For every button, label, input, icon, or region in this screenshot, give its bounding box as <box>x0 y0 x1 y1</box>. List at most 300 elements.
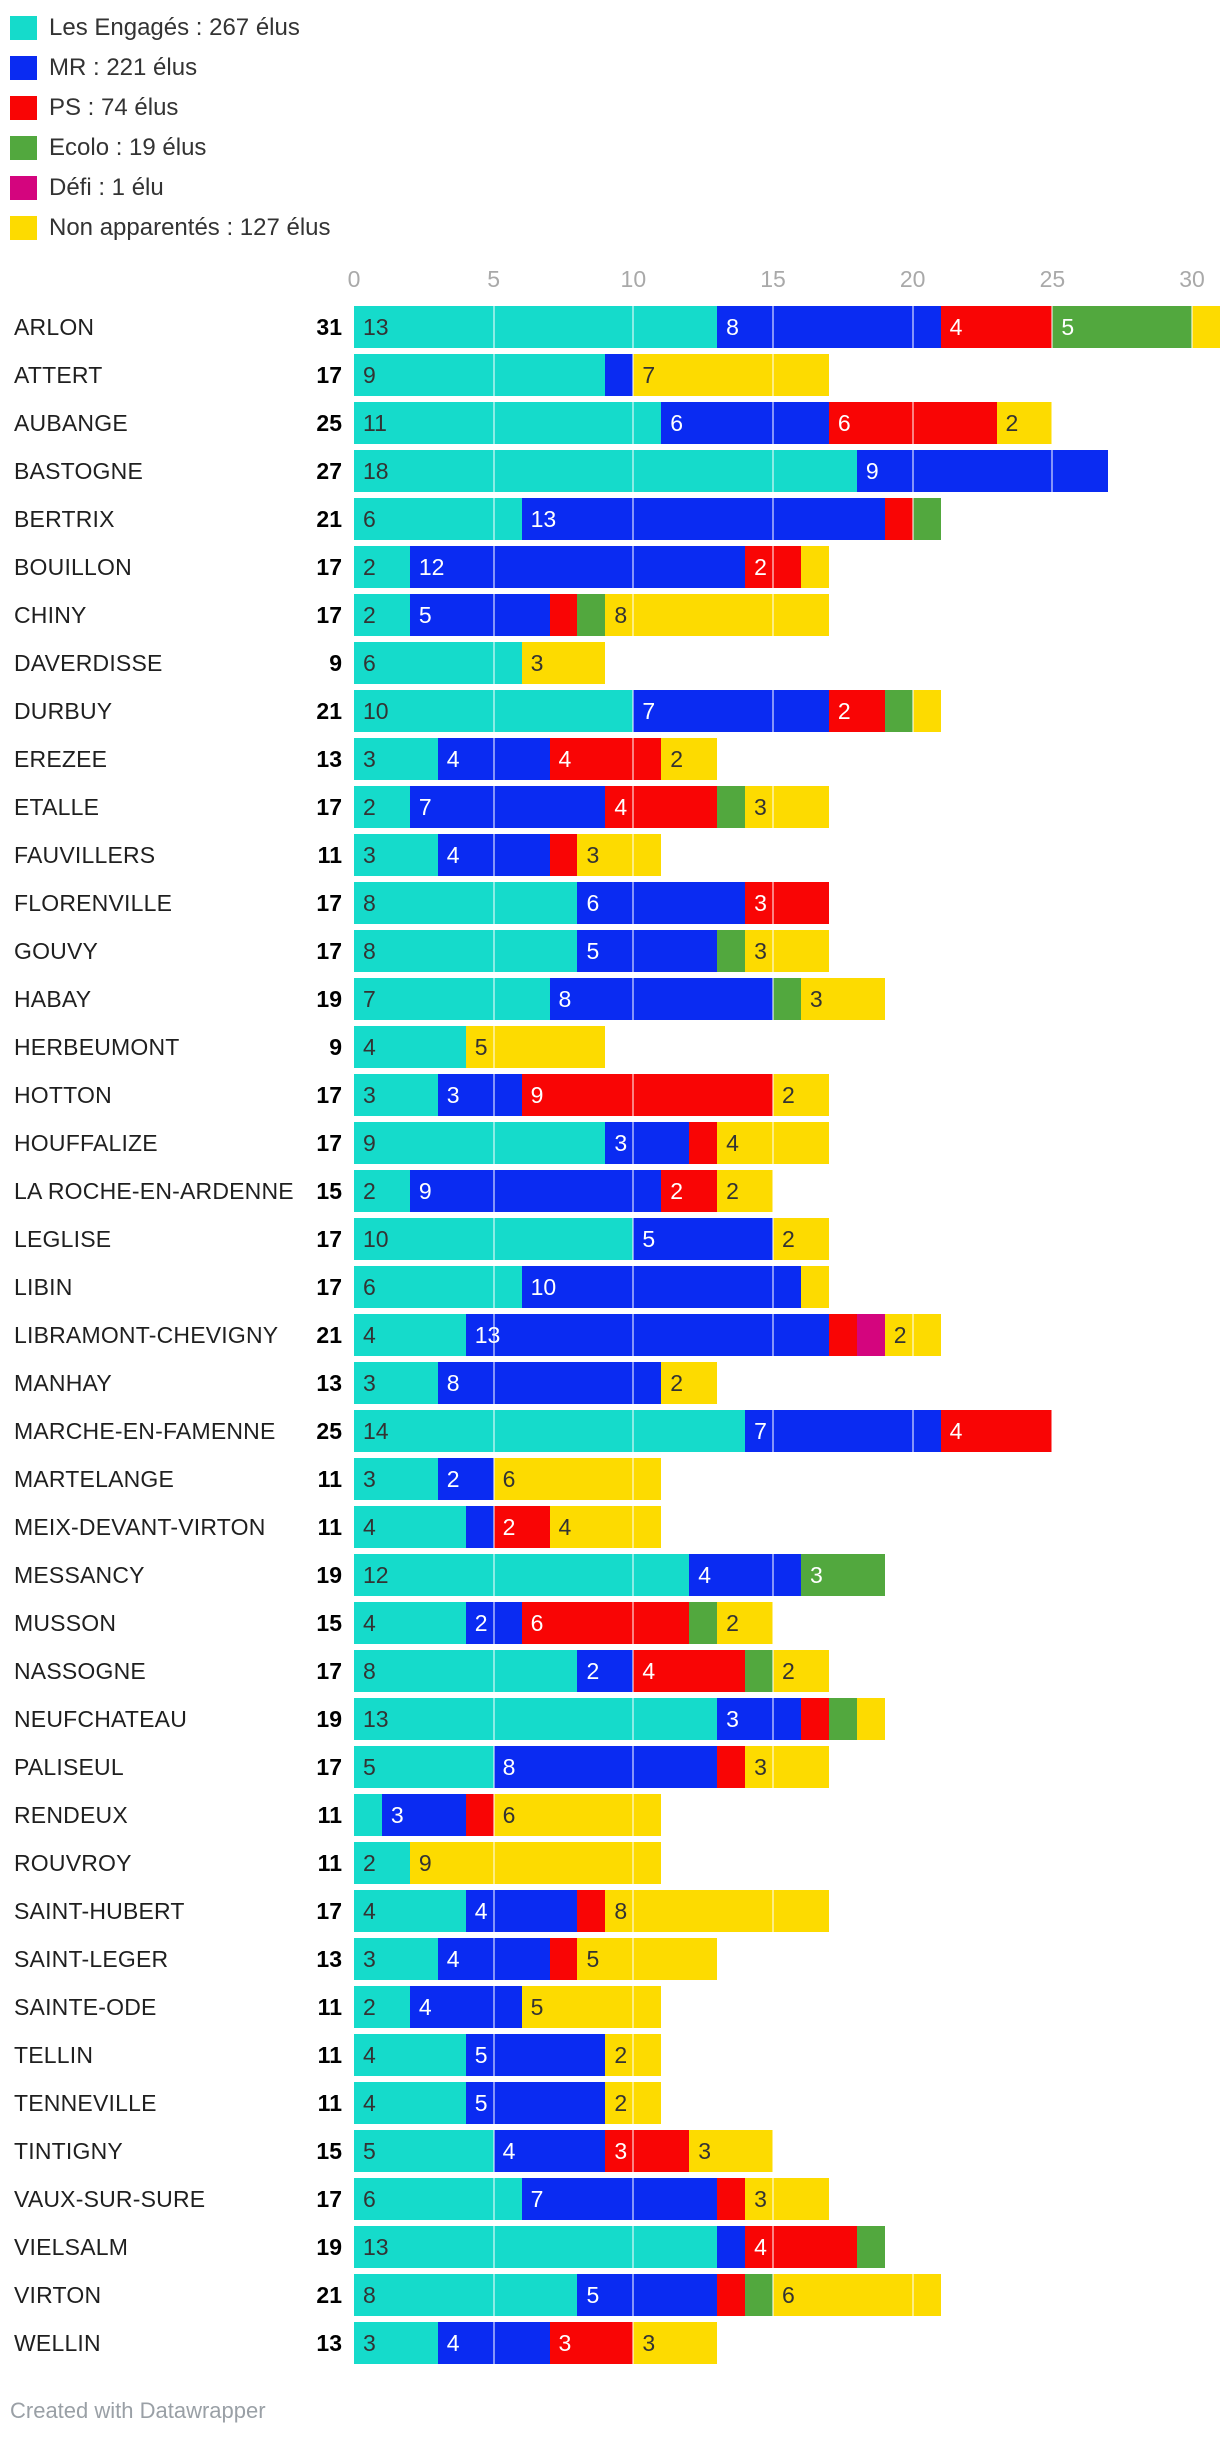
bar-row <box>0 1074 1220 1116</box>
bar-row <box>0 1218 1220 1260</box>
bar-segment-les-engages[interactable] <box>354 1986 410 2028</box>
bar-segment-mr[interactable] <box>466 1314 829 1356</box>
bar-row <box>0 1170 1220 1212</box>
segment-value-label: 6 <box>586 889 600 916</box>
municipality-total: 13 <box>316 1945 342 1972</box>
segment-value-label: 3 <box>363 1081 376 1108</box>
bar-segment-les-engages[interactable] <box>354 834 438 876</box>
bar-segment-mr[interactable] <box>577 930 717 972</box>
bar-segment-non-apparentes[interactable] <box>633 2322 717 2364</box>
bar-segment-les-engages[interactable] <box>354 978 550 1020</box>
bar-segment-ps[interactable] <box>577 1890 605 1932</box>
bar-segment-non-apparentes[interactable] <box>661 1362 717 1404</box>
bar-segment-mr[interactable] <box>577 882 745 924</box>
bar-segment-les-engages[interactable] <box>354 1410 745 1452</box>
municipality-total: 11 <box>317 1465 342 1492</box>
segment-value-label: 4 <box>949 1417 963 1444</box>
bar-segment-les-engages[interactable] <box>354 642 522 684</box>
segment-value-label: 5 <box>586 937 600 964</box>
bar-segment-mr[interactable] <box>382 1794 466 1836</box>
gridline <box>493 1842 495 1884</box>
bar-segment-mr[interactable] <box>717 2226 745 2268</box>
segment-value-label: 9 <box>418 1849 432 1876</box>
bar-segment-les-engages[interactable] <box>354 1314 466 1356</box>
segment-value-label: 3 <box>390 1801 404 1828</box>
municipality-label: VAUX-SUR-SURE <box>14 2185 206 2212</box>
segment-value-label: 7 <box>642 361 656 388</box>
bar-segment-ps[interactable] <box>717 2178 745 2220</box>
municipality-total: 17 <box>316 1897 342 1924</box>
bar-segment-ps[interactable] <box>522 1074 773 1116</box>
bar-segment-les-engages[interactable] <box>354 882 577 924</box>
municipality-total: 17 <box>316 1129 342 1156</box>
bar-segment-les-engages[interactable] <box>354 1458 438 1500</box>
gridline <box>632 2178 634 2220</box>
bar-segment-ps[interactable] <box>829 1314 857 1356</box>
bar-segment-mr[interactable] <box>466 1890 578 1932</box>
bar-segment-ps[interactable] <box>745 2226 857 2268</box>
segment-value-label: 10 <box>363 1225 389 1252</box>
gridline <box>772 306 774 348</box>
gridline <box>493 2178 495 2220</box>
bar-segment-non-apparentes[interactable] <box>661 738 717 780</box>
gridline <box>493 594 495 636</box>
bar-segment-non-apparentes[interactable] <box>410 1842 661 1884</box>
municipality-label: HERBEUMONT <box>14 1033 180 1060</box>
bar-segment-mr[interactable] <box>717 1698 801 1740</box>
bar-segment-les-engages[interactable] <box>354 1650 577 1692</box>
bar-segment-mr[interactable] <box>438 1458 494 1500</box>
attribution-link[interactable]: Created with Datawrapper <box>10 2398 266 2423</box>
legend-label: PS : 74 élus <box>49 94 179 121</box>
bar-segment-les-engages[interactable] <box>354 1842 410 1884</box>
bar-segment-non-apparentes[interactable] <box>745 930 829 972</box>
row-label-box <box>14 1266 342 1308</box>
bar-segment-non-apparentes[interactable] <box>605 594 828 636</box>
bar-segment-ecolo[interactable] <box>745 1650 773 1692</box>
bar-segment-ecolo[interactable] <box>577 594 605 636</box>
bar-segment-les-engages[interactable] <box>354 1698 717 1740</box>
bar-segment-les-engages[interactable] <box>354 2274 577 2316</box>
bar-segment-non-apparentes[interactable] <box>577 1938 717 1980</box>
bar-row <box>0 690 1220 732</box>
bar-segment-les-engages[interactable] <box>354 786 410 828</box>
gridline <box>772 498 774 540</box>
bar-segment-ps[interactable] <box>689 1122 717 1164</box>
stacked-bar <box>354 1026 605 1068</box>
bar-segment-les-engages[interactable] <box>354 1890 466 1932</box>
gridline <box>493 354 495 396</box>
segment-value-label: 2 <box>363 1993 376 2020</box>
bar-segment-les-engages[interactable] <box>354 1602 466 1644</box>
bar-segment-les-engages[interactable] <box>354 1170 410 1212</box>
bar-segment-non-apparentes[interactable] <box>745 1746 829 1788</box>
bar-segment-mr[interactable] <box>410 1170 661 1212</box>
bar-segment-non-apparentes[interactable] <box>689 2130 773 2172</box>
x-axis-tick-label: 5 <box>487 266 501 292</box>
bar-segment-ecolo[interactable] <box>689 1602 717 1644</box>
municipality-total: 21 <box>316 1321 342 1348</box>
gridline <box>772 1554 774 1596</box>
municipality-label: LIBRAMONT-CHEVIGNY <box>14 1321 279 1348</box>
segment-value-label: 3 <box>614 2137 628 2164</box>
gridline <box>912 1314 914 1356</box>
bar-row <box>0 738 1220 780</box>
segment-value-label: 2 <box>670 745 684 772</box>
row-label-box <box>14 450 342 492</box>
bar-segment-mr[interactable] <box>494 1746 717 1788</box>
bar-segment-non-apparentes[interactable] <box>494 1794 662 1836</box>
stacked-bar <box>354 498 941 540</box>
segment-value-label: 13 <box>363 1705 389 1732</box>
bar-segment-mr[interactable] <box>410 1986 522 2028</box>
stacked-bar <box>354 1842 661 1884</box>
bar-row <box>0 1314 1220 1356</box>
municipality-label: FLORENVILLE <box>14 889 173 916</box>
row-label-box <box>14 930 342 972</box>
stacked-bar <box>354 354 829 396</box>
municipality-total: 19 <box>316 2233 342 2260</box>
gridline <box>493 738 495 780</box>
segment-value-label: 8 <box>614 601 628 628</box>
row-label-box <box>14 1794 342 1836</box>
segment-value-label: 2 <box>363 1177 376 1204</box>
segment-value-label: 13 <box>363 2233 389 2260</box>
bar-segment-mr[interactable] <box>857 450 1108 492</box>
bar-segment-ps[interactable] <box>522 1602 690 1644</box>
bar-segment-ecolo[interactable] <box>717 930 745 972</box>
bar-segment-non-apparentes[interactable] <box>745 2178 829 2220</box>
bar-segment-non-apparentes[interactable] <box>801 546 829 588</box>
gridline <box>493 1650 495 1692</box>
gridline <box>632 2274 634 2316</box>
municipality-total: 17 <box>316 1225 342 1252</box>
bar-segment-defi[interactable] <box>857 1314 885 1356</box>
municipality-total: 17 <box>316 1081 342 1108</box>
row-label-box <box>14 1746 342 1788</box>
bar-segment-ps[interactable] <box>494 1506 550 1548</box>
segment-value-label: 4 <box>474 1897 488 1924</box>
bar-segment-mr[interactable] <box>466 2034 606 2076</box>
row-label-box <box>14 1890 342 1932</box>
bar-segment-non-apparentes[interactable] <box>577 834 661 876</box>
segment-value-label: 2 <box>726 1609 739 1636</box>
gridline <box>632 1746 634 1788</box>
bar-segment-ps[interactable] <box>801 1698 829 1740</box>
segment-value-label: 6 <box>670 409 684 436</box>
segment-value-label: 9 <box>865 457 879 484</box>
gridline <box>1051 450 1053 492</box>
stacked-bar <box>354 738 717 780</box>
gridline <box>912 690 914 732</box>
gridline <box>632 1074 634 1116</box>
segment-value-label: 4 <box>754 2233 767 2260</box>
segment-value-label: 3 <box>363 841 376 868</box>
bar-segment-ps[interactable] <box>661 1170 717 1212</box>
bar-segment-ecolo[interactable] <box>885 690 913 732</box>
bar-segment-ps[interactable] <box>550 594 578 636</box>
segment-value-label: 8 <box>502 1753 516 1780</box>
bar-segment-non-apparentes[interactable] <box>522 1986 662 2028</box>
legend-swatch-defi <box>10 176 37 200</box>
segment-value-label: 12 <box>418 553 445 580</box>
bar-segment-ps[interactable] <box>885 498 913 540</box>
bar-segment-ecolo[interactable] <box>829 1698 857 1740</box>
segment-value-label: 9 <box>530 1081 544 1108</box>
bar-segment-ps[interactable] <box>633 1650 745 1692</box>
bar-segment-non-apparentes[interactable] <box>550 1506 662 1548</box>
bar-row <box>0 306 1220 348</box>
gridline <box>632 1410 634 1452</box>
bar-segment-les-engages[interactable] <box>354 2226 717 2268</box>
segment-value-label: 2 <box>782 1081 795 1108</box>
bar-segment-ecolo[interactable] <box>913 498 941 540</box>
bar-row <box>0 2226 1220 2268</box>
x-axis-tick-label: 20 <box>899 266 926 292</box>
gridline <box>632 1602 634 1644</box>
bar-segment-mr[interactable] <box>410 546 745 588</box>
gridline <box>493 690 495 732</box>
segment-value-label: 5 <box>363 1753 376 1780</box>
bar-segment-ecolo[interactable] <box>801 1554 885 1596</box>
municipality-total: 17 <box>316 889 342 916</box>
bar-segment-non-apparentes[interactable] <box>494 1458 662 1500</box>
municipality-total: 17 <box>316 937 342 964</box>
bar-segment-les-engages[interactable] <box>354 306 717 348</box>
bar-segment-ps[interactable] <box>550 1938 578 1980</box>
municipality-label: TENNEVILLE <box>14 2089 157 2116</box>
gridline <box>632 306 634 348</box>
bar-segment-mr[interactable] <box>633 1218 773 1260</box>
bar-segment-ecolo[interactable] <box>857 2226 885 2268</box>
bar-segment-les-engages[interactable] <box>354 2034 466 2076</box>
segment-value-label: 5 <box>474 2041 488 2068</box>
bar-segment-ps[interactable] <box>941 1410 1053 1452</box>
row-label-box <box>14 1554 342 1596</box>
bar-segment-mr[interactable] <box>717 306 940 348</box>
bar-segment-mr[interactable] <box>438 1362 661 1404</box>
bar-segment-non-apparentes[interactable] <box>801 1266 829 1308</box>
bar-segment-les-engages[interactable] <box>354 738 438 780</box>
bar-segment-mr[interactable] <box>577 1650 633 1692</box>
bar-segment-les-engages[interactable] <box>354 450 857 492</box>
stacked-bar <box>354 2322 717 2364</box>
bar-segment-les-engages[interactable] <box>354 1554 689 1596</box>
bar-segment-ps[interactable] <box>941 306 1053 348</box>
bar-segment-ecolo[interactable] <box>1052 306 1192 348</box>
gridline <box>632 1362 634 1404</box>
bar-segment-ps[interactable] <box>550 738 662 780</box>
gridline <box>493 306 495 348</box>
gridline <box>772 546 774 588</box>
bar-segment-les-engages[interactable] <box>354 1506 466 1548</box>
gridline <box>772 1698 774 1740</box>
municipality-total: 11 <box>317 1801 342 1828</box>
segment-value-label: 9 <box>363 361 376 388</box>
bar-row <box>0 2034 1220 2076</box>
bar-segment-non-apparentes[interactable] <box>773 2274 941 2316</box>
bar-segment-les-engages[interactable] <box>354 1938 438 1980</box>
gridline <box>632 738 634 780</box>
gridline <box>632 2226 634 2268</box>
legend-item <box>10 208 331 248</box>
row-label-box <box>14 2082 342 2124</box>
gridline <box>493 1986 495 2028</box>
bar-segment-mr[interactable] <box>689 1554 801 1596</box>
bar-segment-ecolo[interactable] <box>745 2274 773 2316</box>
segment-value-label: 3 <box>558 2329 572 2356</box>
bar-segment-ps[interactable] <box>717 2274 745 2316</box>
gridline <box>772 690 774 732</box>
bar-segment-ecolo[interactable] <box>773 978 801 1020</box>
municipality-label: FAUVILLERS <box>14 841 156 868</box>
bar-segment-ps[interactable] <box>550 834 578 876</box>
stacked-bar <box>354 2082 661 2124</box>
bar-segment-mr[interactable] <box>410 594 550 636</box>
row-label-box <box>14 978 342 1020</box>
bar-segment-mr[interactable] <box>466 2082 606 2124</box>
bar-row <box>0 1410 1220 1452</box>
gridline <box>493 1602 495 1644</box>
bar-segment-mr[interactable] <box>466 1506 494 1548</box>
bar-segment-non-apparentes[interactable] <box>745 786 829 828</box>
bar-segment-ps[interactable] <box>605 2130 689 2172</box>
bar-segment-non-apparentes[interactable] <box>633 354 829 396</box>
bar-segment-les-engages[interactable] <box>354 1362 438 1404</box>
bar-segment-non-apparentes[interactable] <box>801 978 885 1020</box>
municipality-label: CHINY <box>14 601 87 628</box>
bar-segment-les-engages[interactable] <box>354 594 410 636</box>
municipality-label: BASTOGNE <box>14 457 143 484</box>
bar-segment-non-apparentes[interactable] <box>717 1602 773 1644</box>
gridline <box>493 2226 495 2268</box>
x-axis-tick-label: 30 <box>1179 266 1205 292</box>
bar-segment-les-engages[interactable] <box>354 1122 605 1164</box>
bar-segment-non-apparentes[interactable] <box>466 1026 606 1068</box>
bar-segment-mr[interactable] <box>661 402 829 444</box>
bar-segment-non-apparentes[interactable] <box>773 1218 829 1260</box>
bar-segment-ps[interactable] <box>550 2322 634 2364</box>
segment-value-label: 5 <box>530 1993 544 2020</box>
gridline <box>493 1122 495 1164</box>
bar-segment-mr[interactable] <box>550 978 773 1020</box>
municipality-label: SAINT-LEGER <box>14 1945 169 1972</box>
gridline <box>632 1698 634 1740</box>
bar-segment-les-engages[interactable] <box>354 930 577 972</box>
gridline <box>493 1410 495 1452</box>
legend-label: Les Engagés : 267 élus <box>49 14 300 41</box>
gridline <box>632 1170 634 1212</box>
municipality-total: 17 <box>316 1273 342 1300</box>
bar-segment-les-engages[interactable] <box>354 498 522 540</box>
bar-segment-ps[interactable] <box>717 1746 745 1788</box>
bar-segment-non-apparentes[interactable] <box>522 642 606 684</box>
bar-segment-mr[interactable] <box>522 1266 801 1308</box>
row-label-box <box>14 882 342 924</box>
bar-segment-mr[interactable] <box>577 2274 717 2316</box>
row-label-box <box>14 1698 342 1740</box>
bar-segment-les-engages[interactable] <box>354 2322 438 2364</box>
bar-segment-mr[interactable] <box>438 1074 522 1116</box>
segment-value-label: 3 <box>363 2329 376 2356</box>
bar-segment-mr[interactable] <box>522 2178 718 2220</box>
bar-segment-les-engages[interactable] <box>354 354 605 396</box>
segment-value-label: 3 <box>754 1753 767 1780</box>
segment-value-label: 2 <box>837 697 851 724</box>
bar-segment-non-apparentes[interactable] <box>1192 306 1220 348</box>
bar-row <box>0 1554 1220 1596</box>
bar-segment-les-engages[interactable] <box>354 2178 522 2220</box>
row-label-box <box>14 1506 342 1548</box>
segment-value-label: 5 <box>1061 313 1075 340</box>
gridline <box>493 1218 495 1260</box>
bar-segment-non-apparentes[interactable] <box>857 1698 885 1740</box>
bar-segment-les-engages[interactable] <box>354 1074 438 1116</box>
municipality-label: HABAY <box>14 985 92 1012</box>
bar-segment-les-engages[interactable] <box>354 1794 382 1836</box>
bar-segment-les-engages[interactable] <box>354 2082 466 2124</box>
gridline <box>632 1794 634 1836</box>
bar-segment-non-apparentes[interactable] <box>997 402 1053 444</box>
municipality-label: MARTELANGE <box>14 1465 175 1492</box>
bar-segment-non-apparentes[interactable] <box>773 1650 829 1692</box>
row-label-box <box>14 2226 342 2268</box>
bar-segment-les-engages[interactable] <box>354 2130 494 2172</box>
bar-segment-mr[interactable] <box>605 354 633 396</box>
gridline <box>772 2130 773 2172</box>
segment-value-label: 4 <box>726 1129 739 1156</box>
bar-segment-mr[interactable] <box>633 690 829 732</box>
segment-value-label: 8 <box>446 1369 460 1396</box>
municipality-label: ROUVROY <box>14 1849 132 1876</box>
bar-segment-ps[interactable] <box>829 690 885 732</box>
bar-segment-les-engages[interactable] <box>354 1026 466 1068</box>
bar-segment-les-engages[interactable] <box>354 546 410 588</box>
bar-segment-non-apparentes[interactable] <box>717 1170 773 1212</box>
segment-value-label: 3 <box>754 937 767 964</box>
bar-segment-mr[interactable] <box>494 2130 606 2172</box>
bar-segment-non-apparentes[interactable] <box>605 1890 828 1932</box>
bar-segment-les-engages[interactable] <box>354 1746 494 1788</box>
municipality-label: MARCHE-EN-FAMENNE <box>14 1417 276 1444</box>
bar-segment-les-engages[interactable] <box>354 1266 522 1308</box>
segment-value-label: 4 <box>698 1561 712 1588</box>
gridline <box>772 354 774 396</box>
bar-segment-mr[interactable] <box>410 786 606 828</box>
segment-value-label: 4 <box>363 1513 376 1540</box>
bar-segment-ps[interactable] <box>745 882 829 924</box>
stacked-bar <box>354 1554 885 1596</box>
bar-segment-mr[interactable] <box>605 1122 689 1164</box>
gridline <box>632 1890 634 1932</box>
bar-segment-ecolo[interactable] <box>717 786 745 828</box>
stacked-bar <box>354 1410 1052 1452</box>
bar-segment-non-apparentes[interactable] <box>913 690 941 732</box>
bar-segment-les-engages[interactable] <box>354 402 661 444</box>
bar-segment-ps[interactable] <box>605 786 717 828</box>
bar-segment-mr[interactable] <box>522 498 885 540</box>
bar-row <box>0 2274 1220 2316</box>
municipality-total: 19 <box>316 1561 342 1588</box>
gridline <box>772 594 774 636</box>
municipality-label: RENDEUX <box>14 1801 128 1828</box>
municipality-label: BERTRIX <box>14 505 115 532</box>
bar-row <box>0 1650 1220 1692</box>
bar-segment-ps[interactable] <box>466 1794 494 1836</box>
legend-swatch-les-engages <box>10 16 37 40</box>
segment-value-label: 7 <box>642 697 656 724</box>
bar-segment-non-apparentes[interactable] <box>773 1074 829 1116</box>
